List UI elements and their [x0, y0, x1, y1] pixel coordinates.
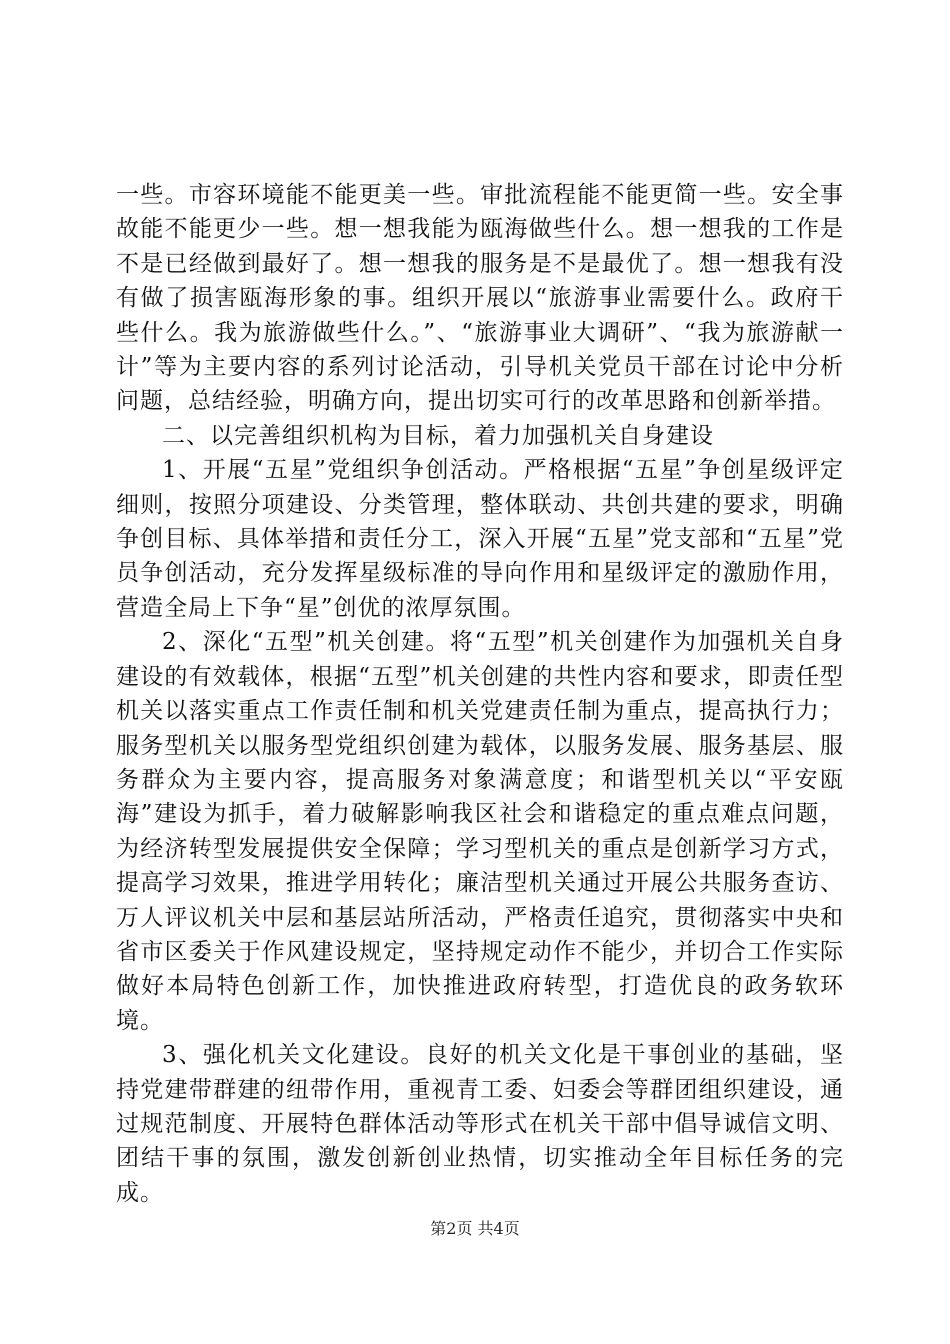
- paragraph-culture: 3、强化机关文化建设。良好的机关文化是干事创业的基础，坚持党建带群建的纽带作用，重视青工委、妇委会等群团组织建设，通过规范制度、开展特色群体活动等形式在机关干部中倡导诚信文明、团结干事的氛围，激发创新创业热情，切实推动全年目标任务的完成。: [116, 1042, 844, 1206]
- paragraph-five-type: 2、深化“五型”机关创建。将“五型”机关创建作为加强机关自身建设的有效载体，根据“五型”机关创建的共性内容和要求，即责任型机关以落实重点工作责任制和机关党建责任制为重点，提高执行力；服务型机关以服务型党组织创建为载体，以服务发展、服务基层、服务群众为主要内容，提高服务对象满意度；和谐型机关以“平安瓯海”建设为抓手，着力破解影响我区社会和谐稳定的重点难点问题，为经济转型发展提供安全保障；学习型机关的重点是创新学习方式，提高学习效果，推进学用转化；廉洁型机关通过开展公共服务查访、万人评议机关中层和基层站所活动，严格责任追究，贯彻落实中央和省市区委关于作风建设规定，坚持规定动作不能少，并切合工作实际做好本局特色创新工作，加快推进政府转型，打造优良的政务软环境。: [116, 629, 844, 1034]
- paragraph-1: 一些。市容环境能不能更美一些。审批流程能不能更简一些。安全事故能不能更少一些。想一想我能为瓯海做些什么。想一想我的工作是不是已经做到最好了。想一想我的服务是不是最优了。想一想我有没有做了损害瓯海形象的事。组织开展以“旅游事业需要什么。政府干些什么。我为旅游做些什么。”、“旅游事业大调研”、“我为旅游献一计”等为主要内容的系列讨论活动，引导机关党员干部在讨论中分析问题，总结经验，明确方向，提出切实可行的改革思路和创新举措。: [116, 182, 844, 415]
- document-body: [116, 178, 844, 1210]
- page-footer: 第2页 共4页: [430, 1219, 520, 1238]
- section-heading-2: 二、以完善组织机构为目标，着力加强机关自身建设: [162, 422, 714, 449]
- paragraph-five-star: 1、开展“五星”党组织争创活动。严格根据“五星”争创星级评定细则，按照分项建设、分类管理，整体联动、共创共建的要求，明确争创目标、具体举措和责任分工，深入开展“五星”党支部和“五星”党员争创活动，充分发挥星级标准的导向作用和星级评定的激励作用，营造全局上下争“星”创优的浓厚氛围。: [116, 457, 844, 621]
